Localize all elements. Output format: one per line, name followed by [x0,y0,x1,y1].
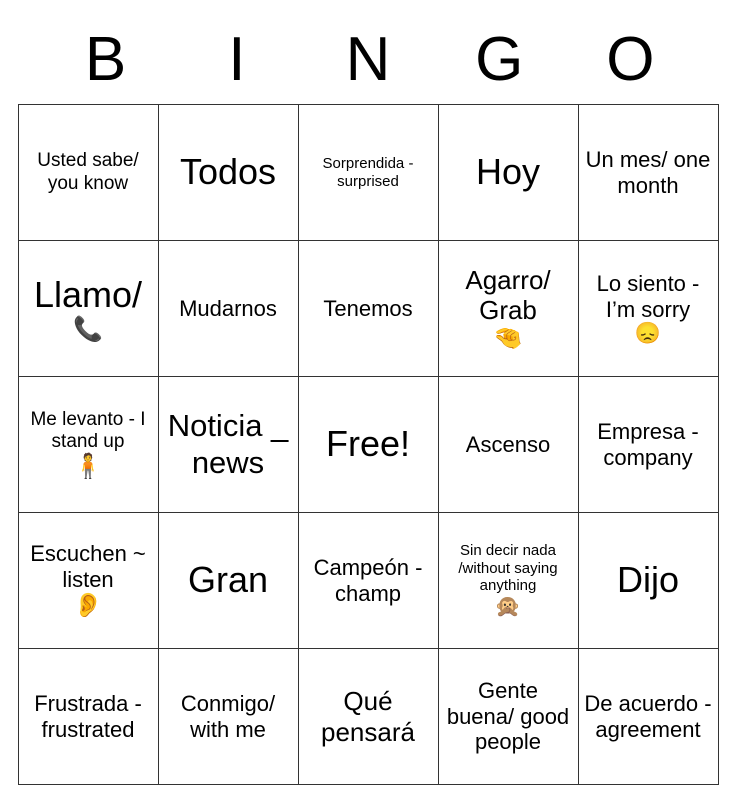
bingo-cell[interactable] [578,513,718,649]
header-letter-b: B [84,25,127,94]
bingo-cell-text: Campeón - champ [313,554,423,606]
bingo-row [18,105,718,241]
bingo-row [18,649,718,785]
bingo-cell-text: Hoy [475,151,541,193]
bingo-cell[interactable] [438,105,578,241]
bingo-cell[interactable] [298,649,438,785]
bingo-cell[interactable] [438,241,578,377]
bingo-row [18,377,718,513]
telephone-icon: 📞 [73,315,103,343]
header-letter-g: G [475,25,524,94]
ear-icon: 👂 [73,592,103,620]
header-letter-i: I [228,25,246,94]
bingo-cell[interactable] [298,513,438,649]
bingo-cell[interactable] [18,649,158,785]
bingo-grid [18,104,719,785]
bingo-cell[interactable] [438,649,578,785]
disappointed-face-icon: 😞 [634,322,662,346]
bingo-cell[interactable] [18,105,158,241]
bingo-cell[interactable] [438,377,578,513]
bingo-cell-text: De acuerdo - agreement [584,690,712,742]
bingo-cell[interactable] [18,241,158,377]
bingo-cell[interactable] [18,513,158,649]
bingo-cell-text: Todos [179,151,277,193]
bingo-row [18,513,718,649]
header-letter-n: N [345,25,391,94]
bingo-cell-text-free: Free! [325,423,411,465]
person-standing-icon: 🧍 [73,452,103,480]
bingo-cell-text: Gente buena/ good people [446,677,570,755]
bingo-cell[interactable] [298,241,438,377]
bingo-cell-text: Frustrada - frustrated [34,690,142,742]
bingo-cell[interactable] [158,649,298,785]
bingo-cell-text: Escuchen ~ listen [30,541,146,593]
bingo-cell-text: Conmigo/ with me [180,690,276,742]
bingo-header [40,0,696,96]
pinching-hand-icon: 🤏 [493,324,523,352]
header-letter-o: O [606,25,655,94]
bingo-cell[interactable] [298,105,438,241]
bingo-cell-text: Me levanto - I stand up [30,408,146,453]
bingo-cell-text: Lo siento - I’m sorry [596,270,700,322]
speak-no-evil-monkey-icon: 🙊 [494,595,522,619]
bingo-cell[interactable] [298,377,438,513]
bingo-cell-text: Tenemos [323,295,413,321]
bingo-cell-text: Noticia _ news [167,407,289,480]
bingo-cell-text: Gran [187,559,269,601]
bingo-cell-text: Dijo [616,559,679,601]
bingo-cell[interactable] [158,377,298,513]
bingo-cell-text: Llamo/ [33,274,143,316]
bingo-cell[interactable] [158,241,298,377]
bingo-cell-text: Qué pensará [321,685,415,747]
bingo-cell[interactable] [578,649,718,785]
bingo-cell-text: Sorprendida -surprised [322,154,414,190]
bingo-cell-text: Agarro/ Grab [465,264,551,326]
bingo-cell-text: Empresa - company [597,418,699,470]
bingo-cell[interactable] [438,513,578,649]
bingo-cell[interactable] [18,377,158,513]
bingo-row [18,241,718,377]
bingo-cell-text: Un mes/ one month [585,146,711,198]
bingo-cell-text: Mudarnos [179,295,277,321]
bingo-cell-text: Usted sabe/ you know [37,150,139,194]
bingo-cell[interactable] [158,105,298,241]
bingo-cell-text: Ascenso [465,431,551,457]
bingo-cell[interactable] [578,241,718,377]
bingo-cell[interactable] [578,105,718,241]
bingo-cell[interactable] [578,377,718,513]
bingo-cell[interactable] [158,513,298,649]
bingo-cell-text: Sin decir nada /without saying anything [458,541,558,595]
